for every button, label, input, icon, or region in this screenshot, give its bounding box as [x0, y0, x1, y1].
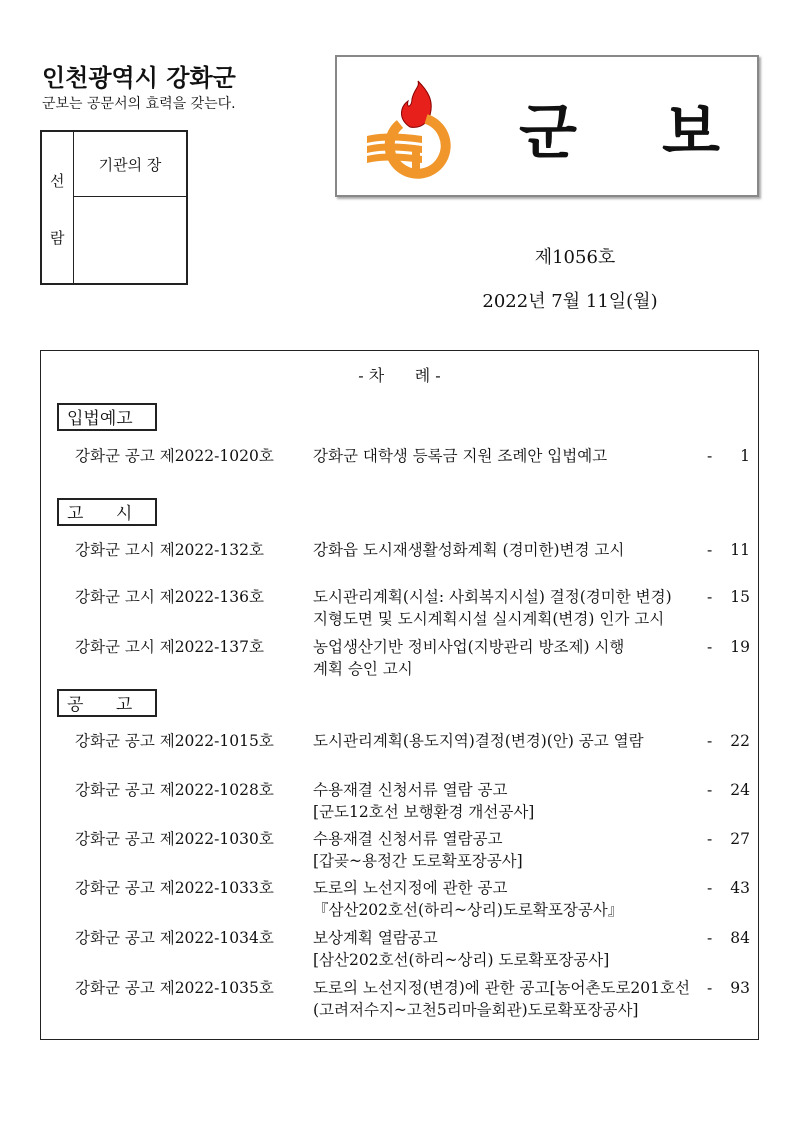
subtitle: 군보는 공문서의 효력을 갖는다. — [42, 96, 236, 112]
page-number: 15 — [730, 588, 750, 606]
section-header: 공 고 — [57, 689, 157, 717]
page-number: 1 — [740, 447, 750, 465]
notice-number: 강화군 공고 제2022-1035호 — [75, 979, 274, 997]
notice-number: 강화군 공고 제2022-1034호 — [75, 929, 274, 947]
notice-number: 강화군 공고 제2022-1033호 — [75, 879, 274, 897]
review-label: 선 — [50, 172, 65, 190]
page-number: 93 — [730, 979, 750, 997]
notice-title-line: 『삼산202호선(하리~상리)도로확포장공사』 — [313, 901, 624, 919]
leader-dash: - — [707, 879, 713, 897]
notice-title-line: 도시관리계획(용도지역)결정(변경)(안) 공고 열람 — [313, 732, 644, 750]
notice-title — [313, 828, 703, 872]
notice-number: 강화군 고시 제2022-137호 — [75, 638, 264, 656]
leader-dash: - — [707, 447, 713, 465]
notice-number: 강화군 공고 제2022-1030호 — [75, 830, 274, 848]
notice-title-line: 계획 승인 고시 — [313, 660, 413, 678]
page-number: 43 — [730, 879, 750, 897]
notice-title-line: 보상계획 열람공고 — [313, 929, 438, 947]
leader-dash: - — [707, 638, 713, 656]
notice-title — [313, 730, 703, 752]
issue-number: 제1056호 — [534, 247, 616, 268]
page-number: 19 — [730, 638, 750, 656]
notice-title-line: [군도12호선 보행환경 개선공사] — [313, 803, 535, 821]
page-number: 84 — [730, 929, 750, 947]
notice-title-line: 수용재결 신청서류 열람공고 — [313, 830, 503, 848]
leader-dash: - — [707, 830, 713, 848]
leader-dash: - — [707, 781, 713, 799]
notice-number: 강화군 공고 제2022-1028호 — [75, 781, 274, 799]
notice-title-line: 도로의 노선지정에 관한 공고 — [313, 879, 508, 897]
masthead — [335, 55, 759, 197]
notice-title — [313, 636, 703, 680]
review-box — [40, 130, 188, 285]
notice-title-line: [갑곶~용정간 도로확포장공사] — [313, 852, 523, 870]
page-number: 24 — [730, 781, 750, 799]
notice-title — [313, 586, 703, 630]
notice-title-line: 도시관리계획(시설: 사회복지시설) 결정(경미한 변경) — [313, 588, 672, 606]
organization-name: 인천광역시 강화군 — [42, 64, 236, 92]
masthead-title: 보 — [662, 98, 720, 168]
review-header: 기관의 장 — [98, 156, 162, 174]
notice-title — [313, 445, 703, 467]
notice-title — [313, 927, 703, 971]
issue-date: 2022년 7월 11일(월) — [482, 291, 658, 312]
toc-title: - 차 례 - — [358, 366, 441, 385]
review-label-column — [42, 132, 74, 283]
notice-title — [313, 877, 703, 921]
notice-title-line: 도로의 노선지정(변경)에 관한 공고[농어촌도로201호선 — [313, 979, 690, 997]
notice-title-line: [삼산202호선(하리~상리) 도로확포장공사] — [313, 951, 610, 969]
leader-dash: - — [707, 929, 713, 947]
notice-title-line: 지형도면 및 도시계획시설 실시계획(변경) 인가 고시 — [313, 610, 665, 628]
notice-title-line: 강화군 대학생 등록금 지원 조례안 입법예고 — [313, 447, 608, 465]
notice-title — [313, 779, 703, 823]
notice-title — [313, 539, 703, 561]
notice-title-line: 강화읍 도시재생활성화계획 (경미한)변경 고시 — [313, 541, 625, 559]
leader-dash: - — [707, 541, 713, 559]
notice-number: 강화군 고시 제2022-136호 — [75, 588, 264, 606]
section-header: 고 시 — [57, 498, 157, 526]
review-label: 람 — [50, 229, 65, 247]
leader-dash: - — [707, 979, 713, 997]
page-number: 11 — [730, 541, 750, 559]
notice-title-line: 농업생산기반 정비사업(지방관리 방조제) 시행 — [313, 638, 625, 656]
leader-dash: - — [707, 588, 713, 606]
notice-title-line: (고려저수지~고천5리마을회관)도로확포장공사] — [313, 1001, 639, 1019]
divider — [74, 196, 186, 197]
notice-number: 강화군 공고 제2022-1015호 — [75, 732, 274, 750]
notice-title — [313, 977, 703, 1021]
notice-title-line: 수용재결 신청서류 열람 공고 — [313, 781, 508, 799]
notice-number: 강화군 공고 제2022-1020호 — [75, 447, 274, 465]
masthead-title: 군 — [519, 98, 577, 168]
table-of-contents — [40, 350, 759, 1040]
page-number: 22 — [730, 732, 750, 750]
emblem-logo — [362, 79, 462, 179]
leader-dash: - — [707, 732, 713, 750]
page-number: 27 — [730, 830, 750, 848]
section-header: 입법예고 — [57, 403, 157, 431]
notice-number: 강화군 고시 제2022-132호 — [75, 541, 264, 559]
